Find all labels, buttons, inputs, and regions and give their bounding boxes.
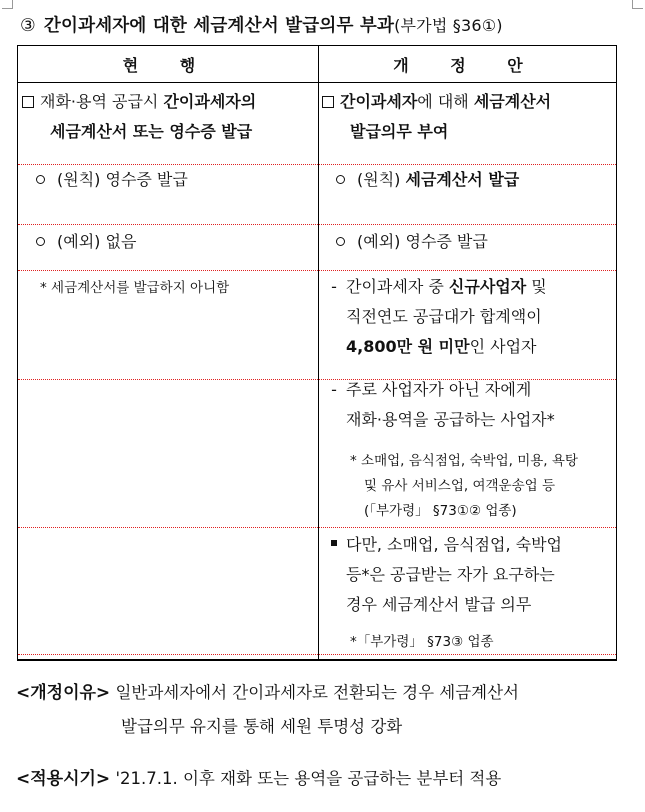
circle-bullet-icon bbox=[336, 175, 345, 184]
square-bullet-icon bbox=[331, 540, 337, 546]
row5-proposed: - 주로 사업자가 아닌 자에게 재화·용역을 공급하는 사업자* bbox=[331, 380, 555, 429]
header-proposed: 개 정 안 bbox=[393, 55, 541, 75]
row1-proposed: 간이과세자에 대해 세금계산서 발급의무 부여 bbox=[322, 87, 612, 147]
checkbox-square-icon bbox=[322, 96, 334, 108]
comparison-table bbox=[17, 45, 617, 661]
page-corner-mark-left bbox=[2, 0, 13, 9]
row4-current-note: * 세금계산서를 발급하지 아니함 bbox=[40, 280, 230, 296]
revision-reason-label: <개정이유> bbox=[16, 683, 111, 703]
row6-note: *「부가령」 §73③ 업종 bbox=[350, 634, 494, 650]
revision-reason: <개정이유> 일반과세자에서 간이과세자로 전환되는 경우 세금계산서 발급의무 유지를 통해 세원 투명성 강화 bbox=[16, 683, 519, 736]
header-current: 현 행 bbox=[122, 55, 214, 75]
effective-date: <적용시기> '21.7.1. 이후 재화 또는 용역을 공급하는 분부터 적용 bbox=[16, 769, 502, 789]
row-divider bbox=[18, 224, 616, 225]
circle-bullet-icon bbox=[36, 175, 45, 184]
row3-current: (예외) 없음 bbox=[22, 227, 314, 257]
page-corner-mark-right bbox=[632, 0, 643, 9]
circle-bullet-icon bbox=[36, 237, 45, 246]
row5-note: * 소매업, 음식점업, 숙박업, 미용, 욕탕 및 유사 서비스업, 여객운송업 등 (「부가령」 §73①② 업종) bbox=[350, 453, 578, 519]
row3-proposed: (예외) 영수증 발급 bbox=[322, 227, 612, 257]
header-divider bbox=[18, 82, 616, 83]
row2-proposed: (원칙) 세금계산서 발급 bbox=[322, 165, 612, 195]
circle-bullet-icon bbox=[336, 237, 345, 246]
row-divider bbox=[18, 527, 616, 528]
section-title-text: 간이과세자에 대한 세금계산서 발급의무 부과 bbox=[43, 16, 395, 36]
effective-date-label: <적용시기> bbox=[16, 769, 111, 789]
row2-current: (원칙) 영수증 발급 bbox=[22, 165, 314, 195]
row-divider bbox=[18, 654, 616, 655]
section-law-reference: (부가법 §36①) bbox=[394, 16, 503, 35]
checkbox-square-icon bbox=[22, 96, 34, 108]
section-number: ③ bbox=[20, 16, 36, 36]
row6-proposed: 다만, 소매업, 음식점업, 숙박업 등*은 공급받는 자가 요구하는 경우 세금계산서 발급 의무 bbox=[322, 530, 612, 620]
row4-proposed: - 간이과세자 중 신규사업자 및 직전연도 공급대가 합계액이 4,800만 원 미만인 사업자 bbox=[331, 277, 547, 356]
row-divider bbox=[18, 270, 616, 271]
row1-current: 재화·용역 공급시 간이과세자의 세금계산서 또는 영수증 발급 bbox=[22, 87, 314, 147]
section-title bbox=[20, 12, 503, 37]
column-divider bbox=[318, 46, 319, 659]
